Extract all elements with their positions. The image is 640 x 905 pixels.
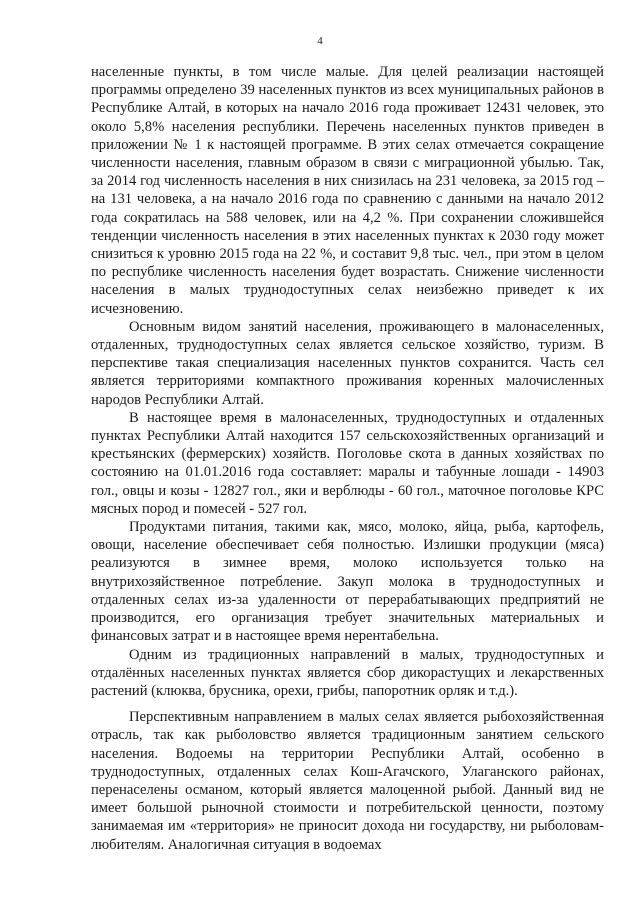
paragraph-wild-plants: Одним из традиционных направлений в малых, труднодоступных и отдалённых населенных пунктах является сбор дикорастущих и лекарственных растений (клюква, брусника, орехи, грибы, папоротник орляк и т.д.). <box>91 646 604 699</box>
paragraph-settlements-population: населенные пункты, в том числе малые. Для целей реализации настоящей программы определено 39 населенных пунктов из всех муниципальных районов в Республике Алтай, в которых на начало 2016 года проживает 12431 человек, это около 5,8% населения республики. Перечень населенных пунктов приведен в приложении № 1 к настоящей программе. В этих селах отмечается сокращение численности населения, главным образом в связи с миграционной убылью. Так, за 2014 год численность населения в них снизилась на 231 человека, за 2015 год – на 131 человека, а на начало 2016 года по сравнению с данными на начало 2012 года сократилась на 588 человек, или на 4,2 %. При сохранении сложившейся тенденции численность населения в этих населенных пунктах к 2030 году может снизиться к уровню 2015 года на 22 %, и составит 9,8 тыс. чел., при этом в целом по республике численность населения будет возрастать. Снижение численности населения в малых труднодоступных селах неизбежно приведет к их исчезновению. <box>91 64 604 317</box>
paragraph-main-occupations: Основным видом занятий населения, проживающего в малонаселенных, отдаленных, труднодоступных селах является сельское хозяйство, туризм. В перспективе такая специализация населенных пунктов сохранится. Часть сел является территориями компактного проживания коренных малочисленных народов Республики Алтай. <box>91 318 604 408</box>
paragraph-agricultural-farms: В настоящее время в малонаселенных, труднодоступных и отдаленных пунктах Республики Алтай находится 157 сельскохозяйственных организаций и крестьянских (фермерских) хозяйств. Поголовье скота в данных хозяйствах по состоянию на 01.01.2016 года составляет: маралы и табунные лошади - 14903 гол., овцы и козы - 12827 гол., яки и верблюды - 60 гол., маточное поголовье КРС мясных пород и помесей - 527 гол. <box>91 409 604 517</box>
document-body <box>91 63 604 854</box>
paragraph-fisheries: Перспективным направлением в малых селах является рыбохозяйственная отрасль, так как рыболовство является традиционным занятием сельского населения. Водоемы на территории Республики Алтай, особенно в труднодоступных, отдаленных селах Кош-Агачского, Улаганского районах, перенаселены османом, который является малоценной рыбой. Данный вид не имеет большой рыночной стоимости и потребительской ценности, поэтому занимаемая им «территория» не приносит дохода ни государству, ни рыболовам-любителям. Аналогичная ситуация в водоемах <box>91 709 604 853</box>
page-number: 4 <box>317 35 323 47</box>
paragraph-food-products: Продуктами питания, такими как, мясо, молоко, яйца, рыба, картофель, овощи, население обеспечивает себя полностью. Излишки продукции (мяса) реализуются в зимнее время, молоко используется только на внутрихозяйственное потребление. Закуп молока в труднодоступных и отдаленных селах из-за удаленности от перерабатывающих предприятий не производится, его организация требует значительных материальных и финансовых затрат и в настоящее время нерентабельна. <box>91 519 604 645</box>
